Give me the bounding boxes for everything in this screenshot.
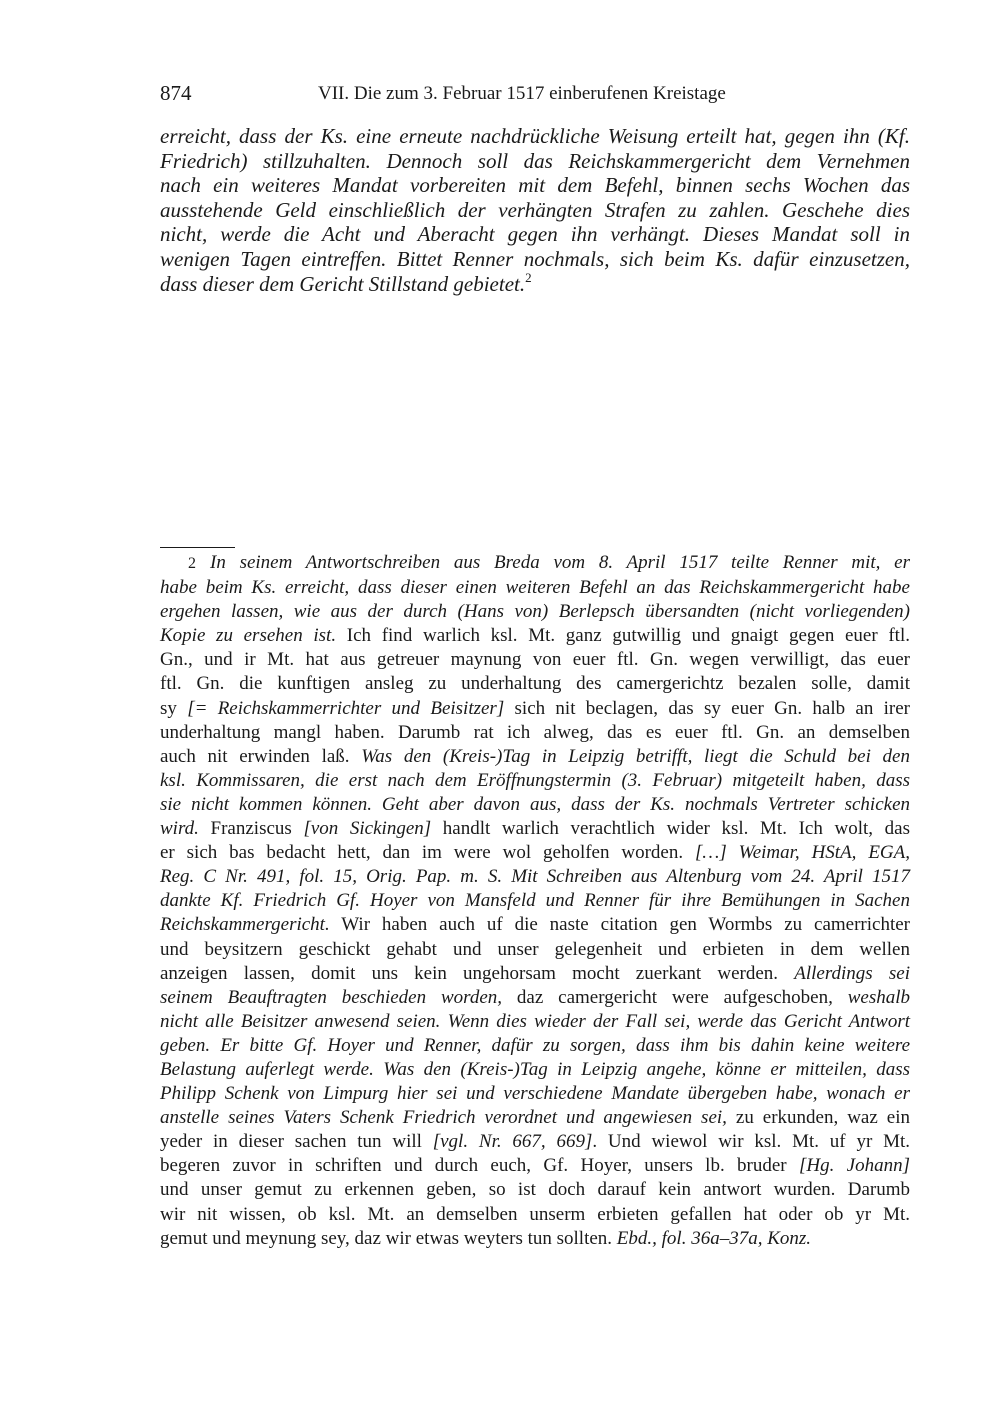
page-number: 874 <box>160 81 192 105</box>
main-text-line: ausstehende Geld einschließlich der verhängten Strafen zu zahlen. Geschehe dies <box>160 197 910 222</box>
footnote-roman-run: und unser gemut zu erkennen geben, so ist doch darauf kein antwort wurden. Darumb <box>160 1179 910 1201</box>
footnote-roman-run: Wir haben auch uf die naste citation gen Wormbs zu camerrichter <box>329 914 910 936</box>
footnote-line <box>160 1082 910 1106</box>
footnote-line <box>160 889 910 913</box>
footnote-roman-run: ftl. Gn. die kunftigen ansleg zu underhaltung des camergerichtz bezalen solle, damit <box>160 673 910 695</box>
footnote-line <box>160 1203 910 1227</box>
footnote-line <box>160 721 910 745</box>
footnote-italic-run: Allerdings sei <box>794 962 910 984</box>
footnote-italic-run: [von Sickingen] <box>303 818 432 840</box>
footnote-line <box>160 672 910 696</box>
footnote-roman-run: handlt warlich verachtlich wider ksl. Mt. Ich wolt, das <box>431 818 910 840</box>
footnote-line <box>160 1010 910 1034</box>
footnote-italic-run: Kopie zu ersehen ist. <box>160 625 337 647</box>
footnote-line <box>160 938 910 962</box>
footnote-italic-run: dankte Kf. Friedrich Gf. Hoyer von Mansfeld und Renner für ihre Bemühungen in Sachen <box>160 890 910 912</box>
footnote-italic-run: [vgl. Nr. 667, 669] <box>432 1131 593 1153</box>
footnote-line <box>160 962 910 986</box>
footnote-roman-run: Ich find warlich ksl. Mt. ganz gutwillig und gnaigt gegen euer ftl. <box>336 625 910 647</box>
footnote-line <box>160 769 910 793</box>
footnote-italic-run: Reg. C Nr. 491, fol. 15, Orig. Pap. m. S. Mit Schreiben aus Altenburg vom 24. April 1517 <box>160 866 910 888</box>
footnote-italic-run: habe beim Ks. erreicht, dass dieser einen weiteren Befehl an das Reichskammergericht habe <box>160 577 910 599</box>
footnote-line <box>160 551 910 576</box>
footnote-roman-run: wir nit wissen, ob ksl. Mt. an demselben unserm erbieten gefallen hat oder ob yr Mt. <box>160 1203 910 1225</box>
footnote-line <box>160 1034 910 1058</box>
main-text-line: Friedrich) stillzuhalten. Dennoch soll das Reichskammergericht dem Vernehmen <box>160 148 910 173</box>
footnote-roman-run: er sich bas bedacht hett, dan im were wol geholfen worden. <box>160 842 696 864</box>
footnote-italic-run: Reichskammergericht. <box>160 914 330 936</box>
footnote-line <box>160 793 910 817</box>
footnote-line <box>160 841 910 865</box>
main-text-line: nicht, werde die Acht und Aberacht gegen ihn verhängt. Dieses Mandat soll in <box>160 222 910 247</box>
footnote-italic-run: seinem Beauftragten beschieden worden, <box>160 986 503 1008</box>
footnote-italic-run: wird. <box>160 818 199 840</box>
footnote-italic-run: ergehen lassen, wie aus der durch (Hans von) Berlepsch übersandten (nicht vorliegenden) <box>160 601 910 623</box>
footnote-italic-run: Ebd., fol. 36a–37a, Konz. <box>616 1227 812 1249</box>
footnote-roman-run: anzeigen lassen, domit uns kein ungehorsam mocht zuerkant werden. <box>160 962 795 984</box>
footnote-line <box>160 600 910 624</box>
main-text <box>160 124 910 296</box>
footnote-italic-run: sie nicht kommen können. Geht aber davon aus, dass der Ks. nochmals Vertreter schicken <box>160 793 910 815</box>
footnote-line <box>160 745 910 769</box>
footnote-line <box>160 913 910 937</box>
footnote-italic-run: ksl. Kommissaren, die erst nach dem Eröffnungstermin (3. Februar) mitgeteilt haben, dass <box>160 769 910 791</box>
main-text-line: dass dieser dem Gericht Stillstand gebietet.$^2$ <box>160 269 532 296</box>
footnote <box>160 551 910 1251</box>
footnote-italic-run: Belastung auferlegt werde. Was den (Kreis-)Tag in Leipzig angehe, könne er mitteilen, dass <box>160 1058 910 1080</box>
footnote-mark: 2 <box>188 555 196 572</box>
footnote-roman-run: Franziscus <box>198 818 304 840</box>
footnote-rule <box>160 547 235 548</box>
footnote-roman-run: und beysitzern geschickt gehabt und unser gelegenheit und erbieten in dem wellen <box>160 938 910 960</box>
footnote-roman-run: zu erkunden, waz ein <box>726 1107 910 1129</box>
footnote-roman-run: sy <box>160 697 188 719</box>
footnote-italic-run: anstelle seines Vaters Schenk Friedrich verordnet und angewiesen sei, <box>160 1107 727 1129</box>
main-text-line: erreicht, dass der Ks. eine erneute nachdrückliche Weisung erteilt hat, gegen ihn (Kf. <box>160 124 910 148</box>
footnote-line <box>160 1227 910 1251</box>
footnote-reference[interactable]: 2 <box>525 269 532 285</box>
footnote-line <box>160 1154 910 1178</box>
footnote-italic-run: In seinem Antwortschreiben aus Breda vom 8. April 1517 teilte Renner mit, er <box>210 552 910 573</box>
running-head: VII. Die zum 3. Februar 1517 einberufenen Kreistage <box>318 83 726 104</box>
main-text-line: nach ein weiteres Mandat vorbereiten mit dem Befehl, binnen sechs Wochen das <box>160 173 910 198</box>
footnote-italic-run: […] Weimar, HStA, EGA, <box>695 842 911 864</box>
footnote-line <box>160 648 910 672</box>
footnote-roman-run: sich nit beclagen, das sy euer Gn. halb an irer <box>504 697 910 719</box>
footnote-line <box>160 986 910 1010</box>
footnote-italic-run: , weshalb <box>828 986 910 1008</box>
footnote-italic-run: nicht alle Beisitzer anwesend seien. Wenn dies wieder der Fall sei, werde das Gericht Antwort <box>160 1010 910 1032</box>
footnote-italic-run: Philipp Schenk von Limpurg hier sei und verschiedene Mandate übergeben habe, wonach er <box>160 1083 910 1105</box>
footnote-roman-run: yeder in dieser sachen tun will <box>160 1131 433 1153</box>
footnote-line <box>160 576 910 600</box>
footnote-line <box>160 697 910 721</box>
footnote-line <box>160 1106 910 1130</box>
footnote-line <box>160 624 910 648</box>
footnote-roman-run: underhaltung mangl haben. Darumb rat ich alweg, das es euer ftl. Gn. an demselben <box>160 721 910 743</box>
footnote-roman-run: begeren zuvor in schriften und durch euch, Gf. Hoyer, unsers lb. bruder <box>160 1155 799 1177</box>
footnote-line <box>160 1058 910 1082</box>
footnote-roman-run: daz camergericht were aufgeschoben <box>502 986 829 1008</box>
footnote-italic-run: Was den (Kreis-)Tag in Leipzig betrifft, liegt die Schuld bei den <box>361 745 910 767</box>
footnote-roman-run: auch nit erwinden laß. <box>160 745 362 767</box>
footnote-roman-run: gemut und meynung sey, daz wir etwas weyters tun sollten. <box>160 1227 617 1249</box>
footnote-roman-run: . Und wiewol wir ksl. Mt. uf yr Mt. <box>592 1131 910 1153</box>
footnote-line <box>160 1130 910 1154</box>
footnote-line <box>160 865 910 889</box>
footnote-line <box>160 817 910 841</box>
footnote-italic-run: geben. Er bitte Gf. Hoyer und Renner, dafür zu sorgen, dass ihm bis dahin keine weitere <box>160 1034 910 1056</box>
footnote-line <box>160 1178 910 1202</box>
footnote-italic-run: [Hg. Johann] <box>798 1155 910 1177</box>
footnote-roman-run: Gn., und ir Mt. hat aus getreuer maynung von euer ftl. Gn. wegen verwilligt, das euer <box>160 649 910 671</box>
footnote-italic-run: [= Reichskammerrichter und Beisitzer] <box>187 697 505 719</box>
main-text-line: wenigen Tagen eintreffen. Bittet Renner nochmals, sich beim Ks. dafür einzusetzen, <box>160 246 910 271</box>
